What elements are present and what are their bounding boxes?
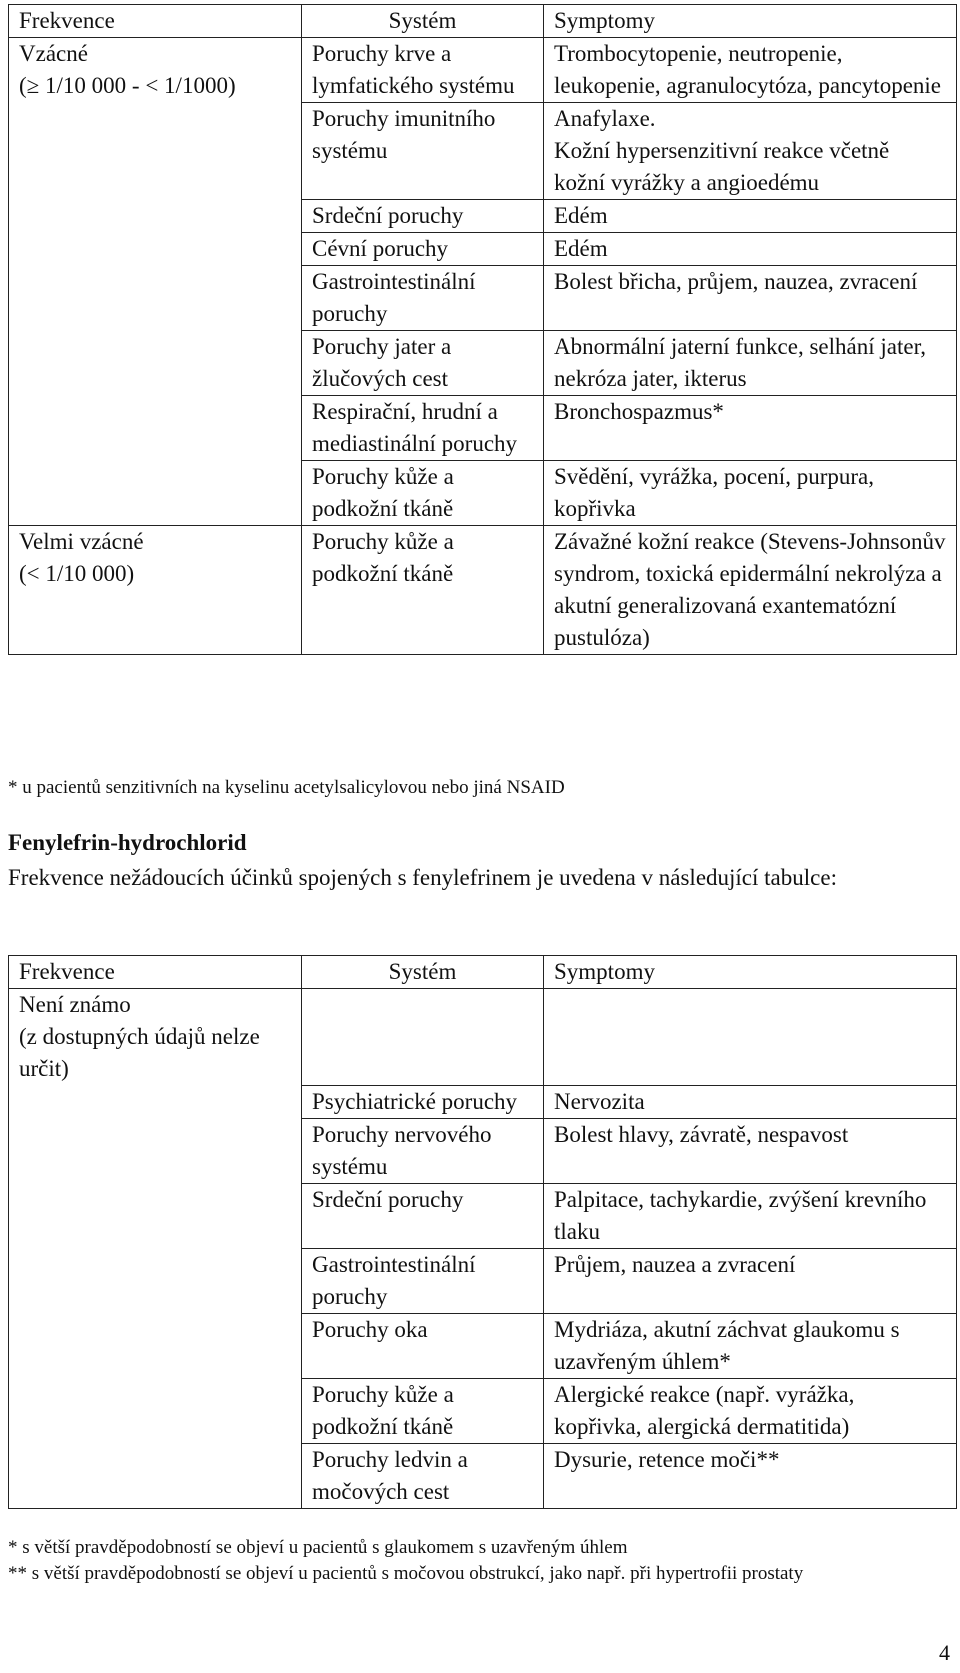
symptoms-cell: Alergické reakce (např. vyrážka, kopřivka, alergická dermatitida): [544, 1379, 957, 1444]
table-header-row: [9, 956, 957, 989]
section-intro: Frekvence nežádoucích účinků spojených s fenylefrinem je uvedena v následující tabulce:: [8, 865, 837, 890]
header-symptoms: Symptomy: [544, 956, 957, 989]
table2-footnote-1: * s větší pravděpodobností se objeví u pacientů s glaukomem s uzavřeným úhlem: [8, 1537, 628, 1558]
symptoms-cell: Edém: [544, 200, 957, 233]
symptoms-cell: Abnormální jaterní funkce, selhání jater, nekróza jater, ikterus: [544, 331, 957, 396]
table-header-row: [9, 5, 957, 38]
table-row: [9, 526, 957, 655]
system-cell: Poruchy nervového systému: [302, 1119, 544, 1184]
system-cell: Gastrointestinální poruchy: [302, 1249, 544, 1314]
system-cell: Poruchy ledvin a močových cest: [302, 1444, 544, 1509]
system-cell: Poruchy imunitního systému: [302, 103, 544, 200]
frequency-cell: Vzácné (≥ 1/10 000 - < 1/1000): [9, 38, 302, 526]
symptoms-cell: Dysurie, retence moči**: [544, 1444, 957, 1509]
system-cell: Psychiatrické poruchy: [302, 1086, 544, 1119]
frequency-cell: Není známo (z dostupných údajů nelze určit): [9, 989, 302, 1509]
system-cell: [302, 989, 544, 1086]
symptoms-cell: Mydriáza, akutní záchvat glaukomu s uzavřeným úhlem*: [544, 1314, 957, 1379]
system-cell: Poruchy jater a žlučových cest: [302, 331, 544, 396]
symptoms-cell: Bolest hlavy, závratě, nespavost: [544, 1119, 957, 1184]
symptoms-cell: Nervozita: [544, 1086, 957, 1119]
symptoms-cell: Anafylaxe. Kožní hypersenzitivní reakce včetně kožní vyrážky a angioedému: [544, 103, 957, 200]
system-cell: Gastrointestinální poruchy: [302, 266, 544, 331]
header-system: Systém: [302, 956, 544, 989]
table2-footnote-2: ** s větší pravděpodobností se objeví u pacientů s močovou obstrukcí, jako např. při hypertrofii prostaty: [8, 1563, 804, 1584]
symptoms-cell: Svědění, vyrážka, pocení, purpura, kopřivka: [544, 461, 957, 526]
system-cell: Poruchy oka: [302, 1314, 544, 1379]
table1-footnote: * u pacientů senzitivních na kyselinu acetylsalicylovou nebo jiná NSAID: [8, 777, 565, 798]
system-cell: Poruchy kůže a podkožní tkáně: [302, 526, 544, 655]
system-cell: Poruchy kůže a podkožní tkáně: [302, 461, 544, 526]
symptoms-cell: Palpitace, tachykardie, zvýšení krevního tlaku: [544, 1184, 957, 1249]
symptoms-cell: Bolest břicha, průjem, nauzea, zvracení: [544, 266, 957, 331]
adverse-reactions-table-2: [8, 955, 957, 1509]
page-number: 4: [939, 1640, 950, 1665]
header-frequency: Frekvence: [9, 956, 302, 989]
section-title: Fenylefrin-hydrochlorid: [8, 830, 247, 855]
system-cell: Srdeční poruchy: [302, 200, 544, 233]
symptoms-cell: Trombocytopenie, neutropenie, leukopenie, agranulocytóza, pancytopenie: [544, 38, 957, 103]
symptoms-cell: Závažné kožní reakce (Stevens-Johnsonův syndrom, toxická epidermální nekrolýza a akutní generalizovaná exantematózní pustulóza): [544, 526, 957, 655]
symptoms-cell: Edém: [544, 233, 957, 266]
system-cell: Poruchy kůže a podkožní tkáně: [302, 1379, 544, 1444]
symptoms-cell: [544, 989, 957, 1086]
adverse-reactions-table-1: [8, 4, 957, 655]
system-cell: Cévní poruchy: [302, 233, 544, 266]
header-frequency: Frekvence: [9, 5, 302, 38]
system-cell: Srdeční poruchy: [302, 1184, 544, 1249]
system-cell: Respirační, hrudní a mediastinální poruchy: [302, 396, 544, 461]
table-row: [9, 38, 957, 103]
header-system: Systém: [302, 5, 544, 38]
system-cell: Poruchy krve a lymfatického systému: [302, 38, 544, 103]
symptoms-cell: Průjem, nauzea a zvracení: [544, 1249, 957, 1314]
symptoms-cell: Bronchospazmus*: [544, 396, 957, 461]
frequency-cell: Velmi vzácné (< 1/10 000): [9, 526, 302, 655]
header-symptoms: Symptomy: [544, 5, 957, 38]
table-row: [9, 989, 957, 1086]
